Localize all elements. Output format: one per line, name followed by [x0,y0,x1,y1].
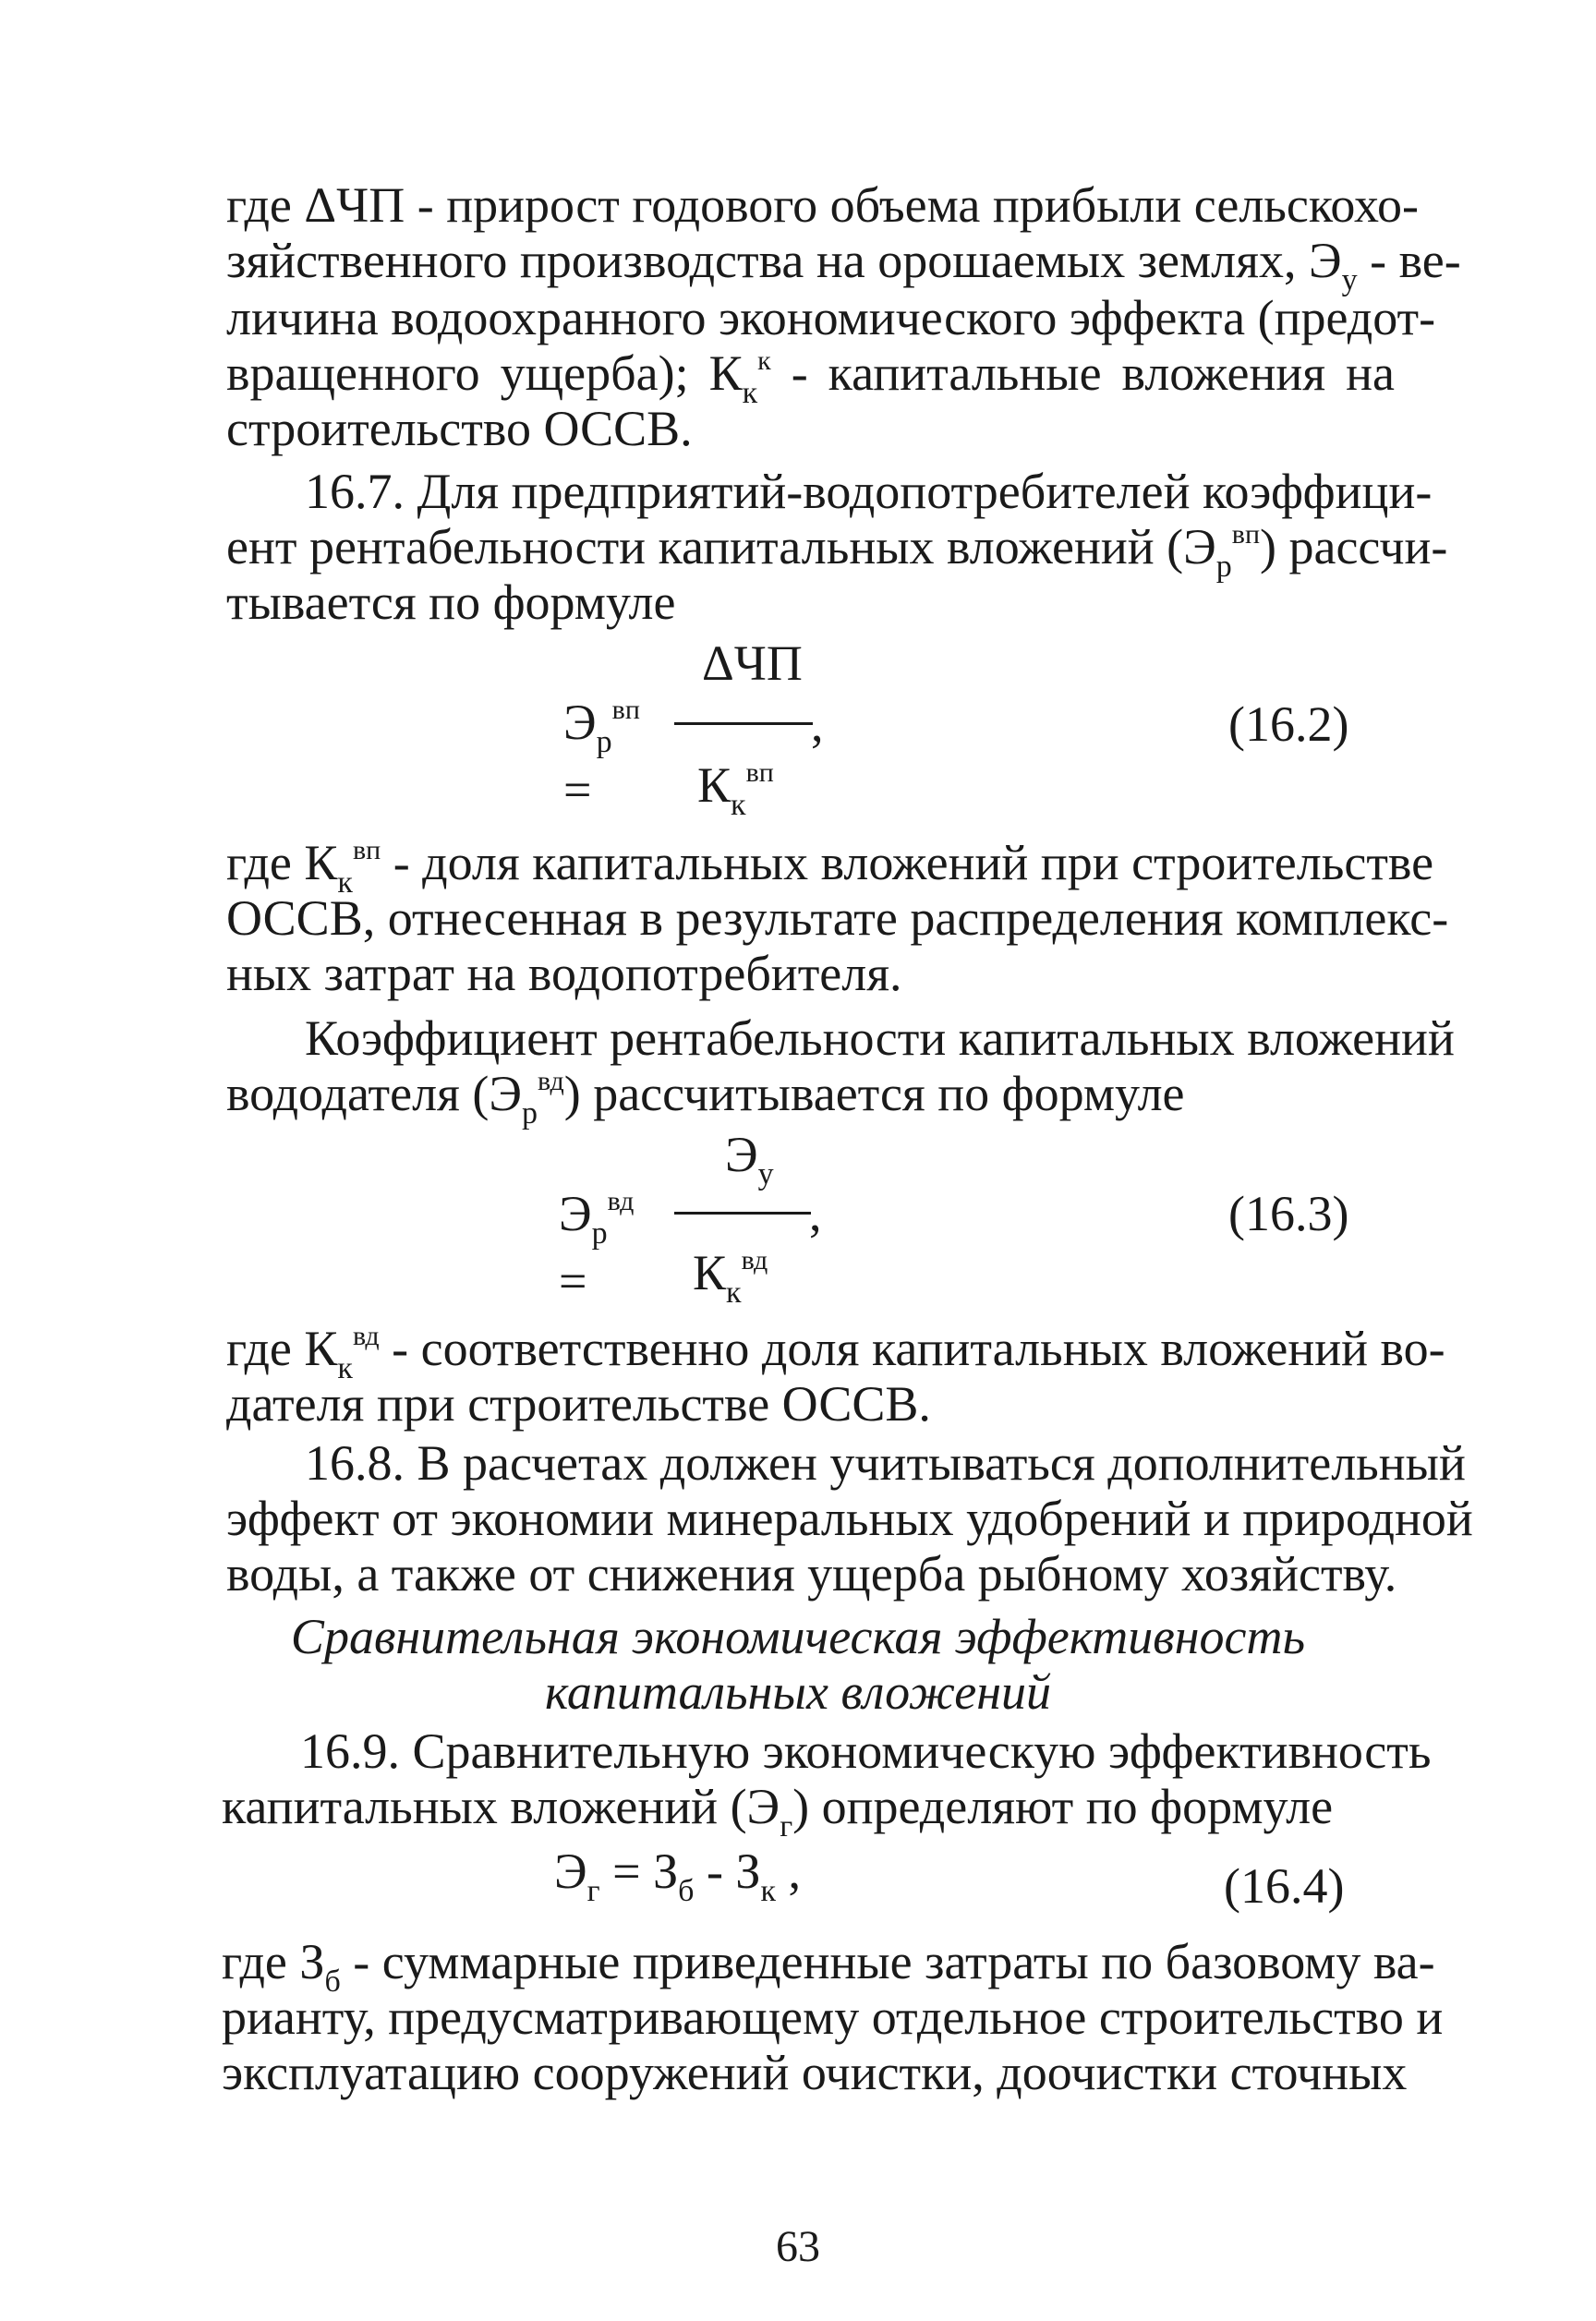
paragraph-8-line-1: где $З_б$ - суммарные приведенные затраты по базовому ва- [222,1934,1435,1999]
formula-16-2-denominator: $К_к^{вп}$ [697,757,774,822]
paragraph-8-line-2: рианту, предусматривающему отдельное строительство и [222,1989,1444,2045]
paragraph-1-line-2: зяйственного производства на орошаемых землях, $Э_у - ве-$ [226,233,1461,297]
formula-16-2-number: (16.2) [1228,696,1349,752]
page-number: 63 [776,2222,820,2271]
paragraph-5-line-2: дателя при строительстве ОССВ. [226,1376,931,1432]
paragraph-6-line-3: воды, а также от снижения ущерба рыбному хозяйству. [226,1546,1397,1602]
paragraph-1-line-4: вращенного ущерба); $К_к^к$ - капитальные вложения на [226,345,1395,410]
formula-16-3-comma: , [809,1186,822,1241]
paragraph-2-line-3: тывается по формуле [226,574,676,630]
paragraph-3-line-3: ных затрат на водопотребителя. [226,946,902,1001]
paragraph-1-line-1: где ΔЧП - прирост годового объема прибыли сельскохо- [226,177,1419,233]
formula-16-2-lhs: $Э_р^{вп}$ = [563,695,640,817]
paragraph-2-line-1: 16.7. Для предприятий-водопотребителей коэффици- [305,464,1433,519]
paragraph-6-line-2: эффект от экономии минеральных удобрений и природной [226,1491,1473,1546]
formula-16-3-denominator: $К_к^{вд}$ [693,1245,768,1310]
paragraph-3-line-1: где $К_к^{вп}$ - доля капитальных вложений при строительстве [226,835,1434,900]
formula-16-2-comma: , [811,696,824,752]
section-heading-line-1: Сравнительная экономическая эффективность [290,1609,1306,1664]
paragraph-7-line-1: 16.9. Сравнительную экономическую эффективность [300,1723,1432,1779]
paragraph-1-line-3: личина водоохранного экономического эффекта (предот- [226,290,1436,345]
formula-16-3-lhs: $Э_р^{вд}$ = [559,1186,635,1309]
formula-16-3-number: (16.3) [1228,1186,1349,1241]
paragraph-5-line-1: где $К_к^{вд}$ - соответственно доля капитальных вложений во- [226,1321,1445,1385]
paragraph-4-line-1: Коэффициент рентабельности капитальных вложений [305,1010,1455,1066]
formula-16-3-fraction-bar [674,1212,811,1215]
formula-16-4-number: (16.4) [1224,1858,1345,1914]
paragraph-8-line-3: эксплуатацию сооружений очистки, доочистки сточных [222,2045,1408,2100]
formula-16-3-numerator: $Э_у$ [725,1127,774,1191]
paragraph-3-line-2: ОССВ, отнесенная в результате распределения комплекс- [226,890,1449,946]
paragraph-7-line-2: капитальных вложений $(Э_г)$ определяют по формуле [222,1779,1334,1844]
paragraph-1-line-5: строительство ОССВ. [226,401,693,456]
formula-16-2-numerator: ΔЧП [702,635,803,691]
paragraph-4-line-2: вододателя $(Э_р^{вд})$ рассчитывается по формуле [226,1066,1185,1130]
formula-16-4: $Э_г = З_б - З_к$ , [554,1844,802,1908]
paragraph-6-line-1: 16.8. В расчетах должен учитываться дополнительный [305,1435,1466,1491]
paragraph-2-line-2: ент рентабельности капитальных вложений $(Э_р^{вп})$ рассчи- [226,519,1448,584]
section-heading-line-2: капитальных вложений [544,1664,1052,1720]
formula-16-2-fraction-bar [674,722,813,725]
